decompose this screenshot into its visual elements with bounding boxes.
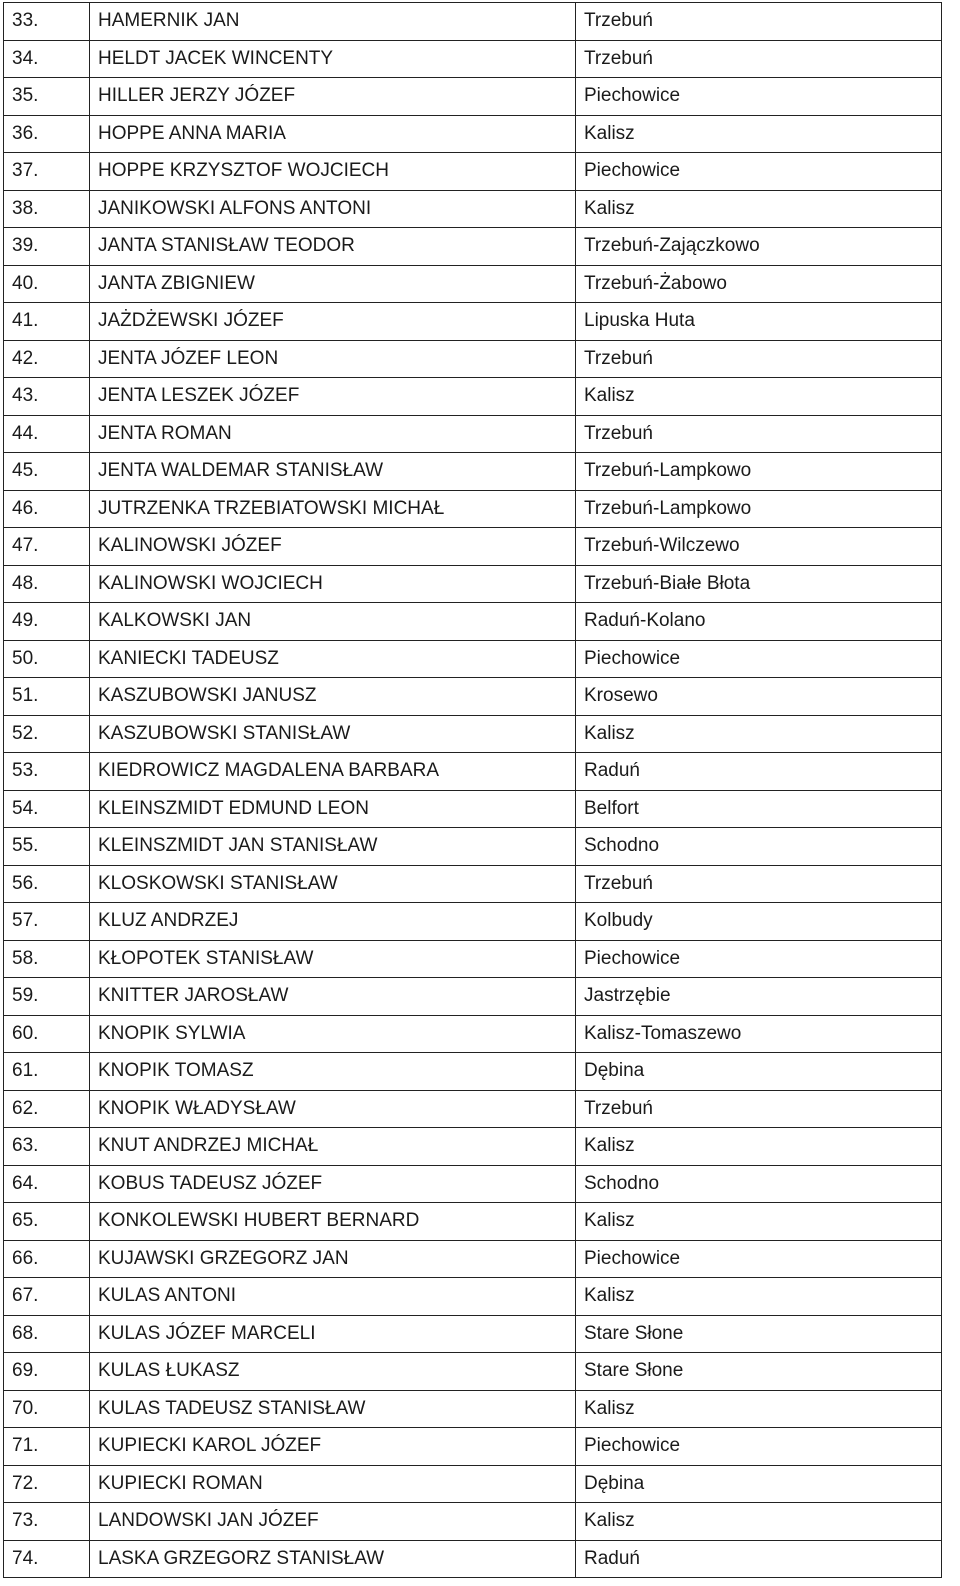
row-number: 57.	[4, 903, 90, 941]
person-name: KULAS ŁUKASZ	[90, 1353, 576, 1391]
table-row	[4, 228, 942, 266]
table-row	[4, 190, 942, 228]
table-row	[4, 678, 942, 716]
place-name: Kalisz	[576, 190, 942, 228]
table-row	[4, 415, 942, 453]
table-row	[4, 1203, 942, 1241]
place-name: Stare Słone	[576, 1315, 942, 1353]
row-number: 35.	[4, 78, 90, 116]
person-name: KALKOWSKI JAN	[90, 603, 576, 641]
person-name: KONKOLEWSKI HUBERT BERNARD	[90, 1203, 576, 1241]
row-number: 65.	[4, 1203, 90, 1241]
row-number: 53.	[4, 753, 90, 791]
person-name: JENTA LESZEK JÓZEF	[90, 378, 576, 416]
person-name: JUTRZENKA TRZEBIATOWSKI MICHAŁ	[90, 490, 576, 528]
place-name: Raduń-Kolano	[576, 603, 942, 641]
place-name: Trzebuń-Wilczewo	[576, 528, 942, 566]
table-row	[4, 115, 942, 153]
row-number: 39.	[4, 228, 90, 266]
row-number: 61.	[4, 1053, 90, 1091]
person-name: KUJAWSKI GRZEGORZ JAN	[90, 1240, 576, 1278]
person-name: KANIECKI TADEUSZ	[90, 640, 576, 678]
place-name: Trzebuń-Białe Błota	[576, 565, 942, 603]
person-name: JENTA ROMAN	[90, 415, 576, 453]
row-number: 70.	[4, 1390, 90, 1428]
table-row	[4, 340, 942, 378]
place-name: Kalisz	[576, 378, 942, 416]
table-row	[4, 303, 942, 341]
person-name: KULAS ANTONI	[90, 1278, 576, 1316]
place-name: Krosewo	[576, 678, 942, 716]
names-table-body	[4, 3, 942, 1578]
row-number: 38.	[4, 190, 90, 228]
row-number: 64.	[4, 1165, 90, 1203]
table-row	[4, 3, 942, 41]
person-name: HOPPE ANNA MARIA	[90, 115, 576, 153]
place-name: Belfort	[576, 790, 942, 828]
table-row	[4, 903, 942, 941]
place-name: Piechowice	[576, 153, 942, 191]
person-name: HOPPE KRZYSZTOF WOJCIECH	[90, 153, 576, 191]
row-number: 47.	[4, 528, 90, 566]
person-name: JANIKOWSKI ALFONS ANTONI	[90, 190, 576, 228]
table-row	[4, 490, 942, 528]
row-number: 49.	[4, 603, 90, 641]
place-name: Raduń	[576, 1540, 942, 1578]
person-name: KLEINSZMIDT JAN STANISŁAW	[90, 828, 576, 866]
person-name: LANDOWSKI JAN JÓZEF	[90, 1503, 576, 1541]
row-number: 41.	[4, 303, 90, 341]
place-name: Trzebuń	[576, 1090, 942, 1128]
place-name: Piechowice	[576, 940, 942, 978]
person-name: KNUT ANDRZEJ MICHAŁ	[90, 1128, 576, 1166]
table-row	[4, 453, 942, 491]
row-number: 58.	[4, 940, 90, 978]
place-name: Trzebuń	[576, 340, 942, 378]
row-number: 68.	[4, 1315, 90, 1353]
person-name: JANTA STANISŁAW TEODOR	[90, 228, 576, 266]
table-row	[4, 1540, 942, 1578]
place-name: Kalisz	[576, 1128, 942, 1166]
place-name: Schodno	[576, 828, 942, 866]
place-name: Trzebuń-Zajączkowo	[576, 228, 942, 266]
place-name: Trzebuń	[576, 415, 942, 453]
row-number: 71.	[4, 1428, 90, 1466]
place-name: Kalisz	[576, 1203, 942, 1241]
person-name: KIEDROWICZ MAGDALENA BARBARA	[90, 753, 576, 791]
place-name: Trzebuń	[576, 865, 942, 903]
row-number: 37.	[4, 153, 90, 191]
table-row	[4, 1465, 942, 1503]
row-number: 69.	[4, 1353, 90, 1391]
table-row	[4, 265, 942, 303]
place-name: Trzebuń-Lampkowo	[576, 453, 942, 491]
table-row	[4, 40, 942, 78]
table-row	[4, 1390, 942, 1428]
table-row	[4, 715, 942, 753]
person-name: HAMERNIK JAN	[90, 3, 576, 41]
row-number: 50.	[4, 640, 90, 678]
place-name: Stare Słone	[576, 1353, 942, 1391]
place-name: Piechowice	[576, 1428, 942, 1466]
row-number: 46.	[4, 490, 90, 528]
person-name: KUPIECKI KAROL JÓZEF	[90, 1428, 576, 1466]
row-number: 33.	[4, 3, 90, 41]
place-name: Kalisz	[576, 715, 942, 753]
table-row	[4, 153, 942, 191]
table-row	[4, 528, 942, 566]
place-name: Kalisz	[576, 1390, 942, 1428]
names-table	[3, 2, 942, 1578]
person-name: LASKA GRZEGORZ STANISŁAW	[90, 1540, 576, 1578]
place-name: Trzebuń	[576, 40, 942, 78]
person-name: KLUZ ANDRZEJ	[90, 903, 576, 941]
place-name: Dębina	[576, 1465, 942, 1503]
place-name: Kalisz	[576, 1503, 942, 1541]
table-row	[4, 565, 942, 603]
table-row	[4, 940, 942, 978]
row-number: 56.	[4, 865, 90, 903]
place-name: Kalisz-Tomaszewo	[576, 1015, 942, 1053]
table-row	[4, 1015, 942, 1053]
place-name: Trzebuń	[576, 3, 942, 41]
row-number: 44.	[4, 415, 90, 453]
row-number: 36.	[4, 115, 90, 153]
person-name: KASZUBOWSKI JANUSZ	[90, 678, 576, 716]
table-row	[4, 1053, 942, 1091]
table-row	[4, 378, 942, 416]
place-name: Schodno	[576, 1165, 942, 1203]
person-name: KALINOWSKI WOJCIECH	[90, 565, 576, 603]
person-name: KNOPIK WŁADYSŁAW	[90, 1090, 576, 1128]
place-name: Lipuska Huta	[576, 303, 942, 341]
person-name: KASZUBOWSKI STANISŁAW	[90, 715, 576, 753]
table-row	[4, 1428, 942, 1466]
person-name: KLOSKOWSKI STANISŁAW	[90, 865, 576, 903]
table-row	[4, 828, 942, 866]
row-number: 63.	[4, 1128, 90, 1166]
row-number: 67.	[4, 1278, 90, 1316]
place-name: Kolbudy	[576, 903, 942, 941]
person-name: JENTA WALDEMAR STANISŁAW	[90, 453, 576, 491]
table-row	[4, 1090, 942, 1128]
place-name: Trzebuń-Lampkowo	[576, 490, 942, 528]
table-row	[4, 865, 942, 903]
table-row	[4, 603, 942, 641]
person-name: KULAS TADEUSZ STANISŁAW	[90, 1390, 576, 1428]
table-row	[4, 640, 942, 678]
row-number: 42.	[4, 340, 90, 378]
row-number: 45.	[4, 453, 90, 491]
row-number: 73.	[4, 1503, 90, 1541]
row-number: 72.	[4, 1465, 90, 1503]
row-number: 59.	[4, 978, 90, 1016]
place-name: Kalisz	[576, 115, 942, 153]
person-name: JAŻDŻEWSKI JÓZEF	[90, 303, 576, 341]
table-row	[4, 978, 942, 1016]
table-row	[4, 1165, 942, 1203]
row-number: 54.	[4, 790, 90, 828]
row-number: 55.	[4, 828, 90, 866]
table-row	[4, 1128, 942, 1166]
person-name: HILLER JERZY JÓZEF	[90, 78, 576, 116]
table-row	[4, 1240, 942, 1278]
table-row	[4, 1315, 942, 1353]
table-row	[4, 1503, 942, 1541]
place-name: Dębina	[576, 1053, 942, 1091]
table-row	[4, 753, 942, 791]
person-name: HELDT JACEK WINCENTY	[90, 40, 576, 78]
row-number: 43.	[4, 378, 90, 416]
person-name: KNITTER JAROSŁAW	[90, 978, 576, 1016]
person-name: KUPIECKI ROMAN	[90, 1465, 576, 1503]
table-row	[4, 790, 942, 828]
row-number: 60.	[4, 1015, 90, 1053]
row-number: 51.	[4, 678, 90, 716]
row-number: 52.	[4, 715, 90, 753]
row-number: 66.	[4, 1240, 90, 1278]
person-name: KŁOPOTEK STANISŁAW	[90, 940, 576, 978]
person-name: JENTA JÓZEF LEON	[90, 340, 576, 378]
row-number: 40.	[4, 265, 90, 303]
person-name: KULAS JÓZEF MARCELI	[90, 1315, 576, 1353]
person-name: KALINOWSKI JÓZEF	[90, 528, 576, 566]
table-row	[4, 1278, 942, 1316]
place-name: Raduń	[576, 753, 942, 791]
row-number: 74.	[4, 1540, 90, 1578]
place-name: Piechowice	[576, 640, 942, 678]
place-name: Kalisz	[576, 1278, 942, 1316]
table-row	[4, 78, 942, 116]
row-number: 48.	[4, 565, 90, 603]
place-name: Jastrzębie	[576, 978, 942, 1016]
row-number: 34.	[4, 40, 90, 78]
person-name: KNOPIK TOMASZ	[90, 1053, 576, 1091]
place-name: Piechowice	[576, 78, 942, 116]
place-name: Piechowice	[576, 1240, 942, 1278]
row-number: 62.	[4, 1090, 90, 1128]
table-row	[4, 1353, 942, 1391]
person-name: KNOPIK SYLWIA	[90, 1015, 576, 1053]
person-name: KLEINSZMIDT EDMUND LEON	[90, 790, 576, 828]
place-name: Trzebuń-Żabowo	[576, 265, 942, 303]
person-name: KOBUS TADEUSZ JÓZEF	[90, 1165, 576, 1203]
person-name: JANTA ZBIGNIEW	[90, 265, 576, 303]
